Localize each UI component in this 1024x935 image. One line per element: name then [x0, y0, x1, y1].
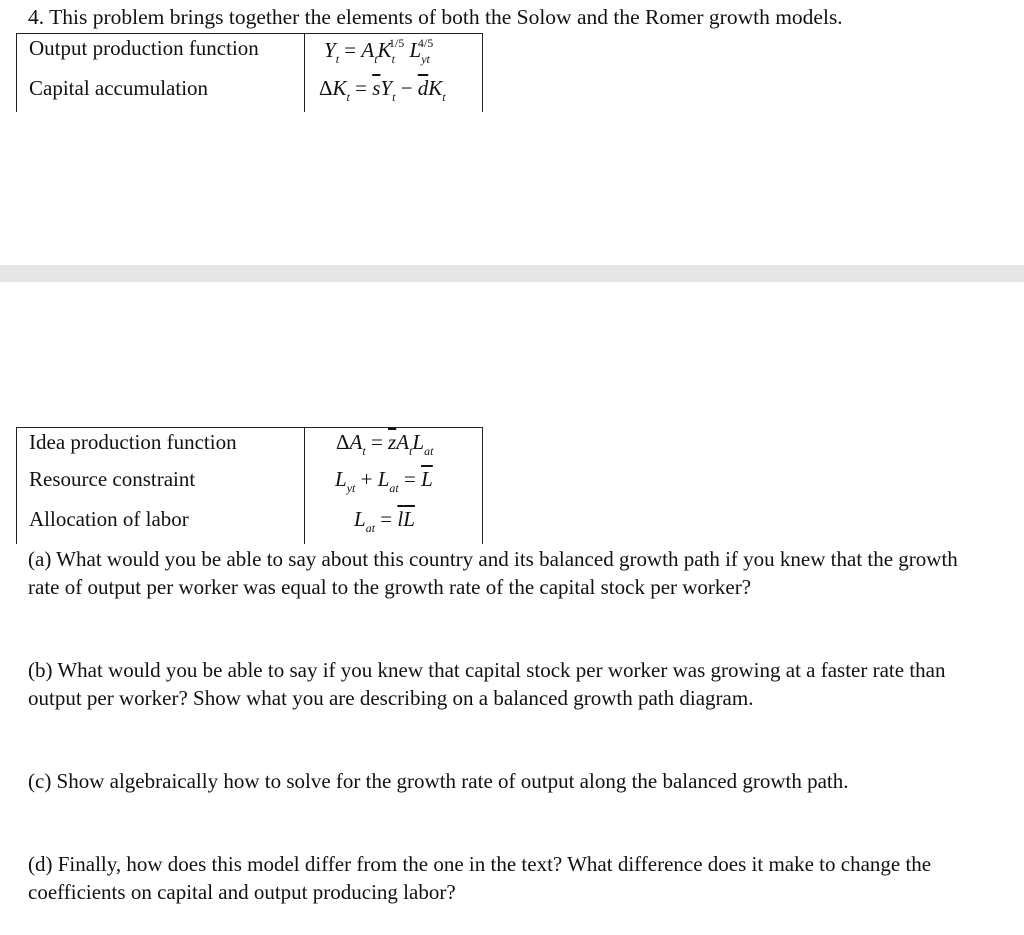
row-label: Allocation of labor: [29, 507, 189, 531]
problem-intro: 4. This problem brings together the elements of both the Solow and the Romer growth models.: [28, 5, 843, 29]
capital-accumulation-equation: $\Delta K_t = \overline{s}Y_t - \overline{d}K_t$: [319, 76, 446, 104]
question-c: (c) Show algebraically how to solve for the growth rate of output along the balanced growth path.: [28, 769, 849, 793]
table-row: [17, 76, 483, 112]
row-label: Resource constraint: [29, 467, 196, 491]
question-b: (b) What would you be able to say if you knew that capital stock per worker was growing at a faster rate than output per worker? Show what you are describing on a balanced growth path diagram.: [28, 658, 946, 710]
idea-production-equation: $\Delta A_t = \overline{z}A_tL_{at}$: [336, 430, 434, 458]
table-row: [17, 467, 483, 503]
table-row: [17, 507, 483, 543]
row-label: Idea production function: [29, 430, 237, 454]
allocation-of-labor-equation: $L_{at} = \overline{l}\overline{L}$: [354, 507, 415, 535]
page-break-bar: [0, 265, 1024, 282]
question-d: (d) Finally, how does this model differ from the one in the text? What difference does it make to change the coefficients on capital and output producing labor?: [28, 852, 932, 904]
row-label: Capital accumulation: [29, 76, 209, 100]
table-row: [17, 430, 483, 466]
row-label: Output production function: [29, 36, 259, 60]
model-equations-table-top: [16, 33, 483, 112]
resource-constraint-equation: $L_{yt} + L_{at} = \overline{L}$: [335, 467, 433, 495]
table-row: [17, 36, 483, 72]
output-production-equation: $Y_t = A_tK_t^{1/5}$ $L_{yt}^{4/5}$: [324, 36, 434, 66]
question-a: (a) What would you be able to say about this country and its balanced growth path if you knew that the growth rate of output per worker was equal to the growth rate of the capital stock per worker?: [28, 547, 958, 599]
model-equations-table-bottom: [16, 427, 483, 544]
